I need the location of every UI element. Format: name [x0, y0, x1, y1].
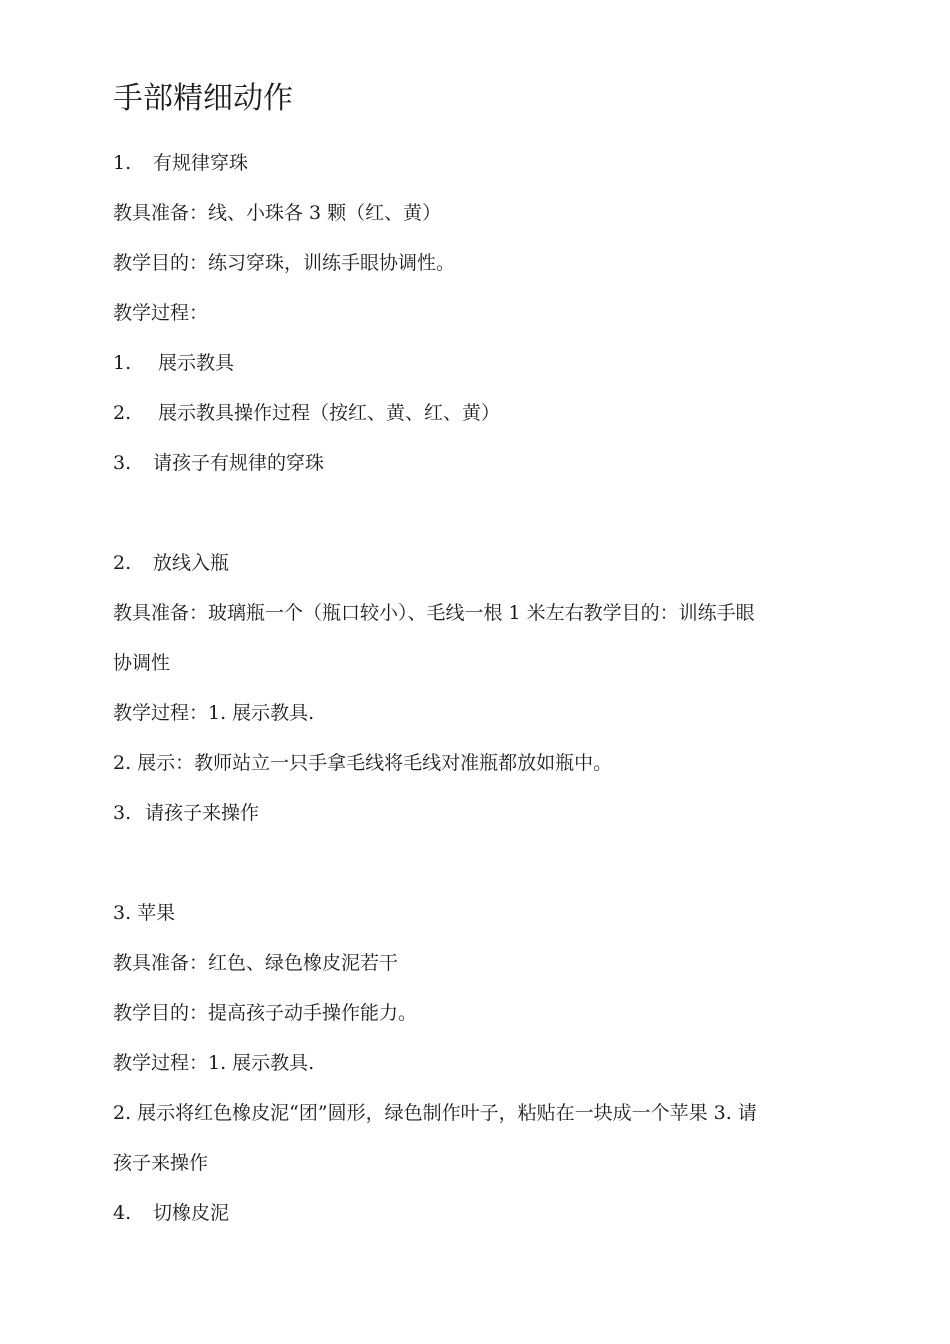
process-line-2: 教学过程：1. 展示教具.: [113, 702, 315, 724]
line-text: 有规律穿珠: [153, 152, 249, 174]
section-heading-1: [113, 150, 248, 176]
process-label-1: 教学过程：: [113, 302, 209, 324]
materials-line-1: 教具准备：线、小珠各 3 颗（红、黄）: [113, 202, 442, 224]
line-number: 1.: [113, 352, 132, 374]
line-text: 展示教具: [158, 352, 235, 374]
step-3-2: 2. 展示将红色橡皮泥“团”圆形，绿色制作叶子，粘贴在一块成一个苹果 3. 请: [113, 1102, 757, 1124]
line-number: 1.: [113, 152, 132, 174]
line-text: 请孩子有规律的穿珠: [153, 452, 325, 474]
step-3-2-cont: 孩子来操作: [113, 1152, 209, 1174]
line-text: 切橡皮泥: [153, 1202, 230, 1224]
materials-line-2: 教具准备：玻璃瓶一个（瓶口较小）、毛线一根 1 米左右教学目的：训练手眼: [113, 602, 755, 624]
objective-line-3: 教学目的：提高孩子动手操作能力。: [113, 1002, 418, 1024]
materials-line-3: 教具准备：红色、绿色橡皮泥若干: [113, 952, 399, 974]
section-heading-4: [113, 1200, 229, 1226]
section-heading-2: [113, 550, 229, 576]
line-text: 请孩子来操作: [145, 802, 260, 824]
step-1-3: [113, 450, 324, 476]
materials-line-2-cont: 协调性: [113, 652, 171, 674]
document-title: 手部精细动作: [113, 81, 293, 116]
line-text: 展示教具操作过程（按红、黄、红、黄）: [158, 402, 501, 424]
line-number: 3.: [113, 452, 132, 474]
line-number: 2.: [113, 402, 132, 424]
line-number: 4.: [113, 1202, 132, 1224]
step-1-1: [113, 350, 234, 376]
line-text: 放线入瓶: [153, 552, 230, 574]
step-1-2: [113, 400, 500, 426]
step-2-2: 2. 展示：教师站立一只手拿毛线将毛线对准瓶都放如瓶中。: [113, 752, 613, 774]
line-number: 2.: [113, 552, 132, 574]
section-heading-3: 3. 苹果: [113, 902, 176, 924]
objective-line-1: 教学目的：练习穿珠，训练手眼协调性。: [113, 252, 456, 274]
process-line-3: 教学过程：1. 展示教具.: [113, 1052, 315, 1074]
line-number: 3.: [113, 802, 132, 824]
step-2-3: [113, 800, 259, 826]
